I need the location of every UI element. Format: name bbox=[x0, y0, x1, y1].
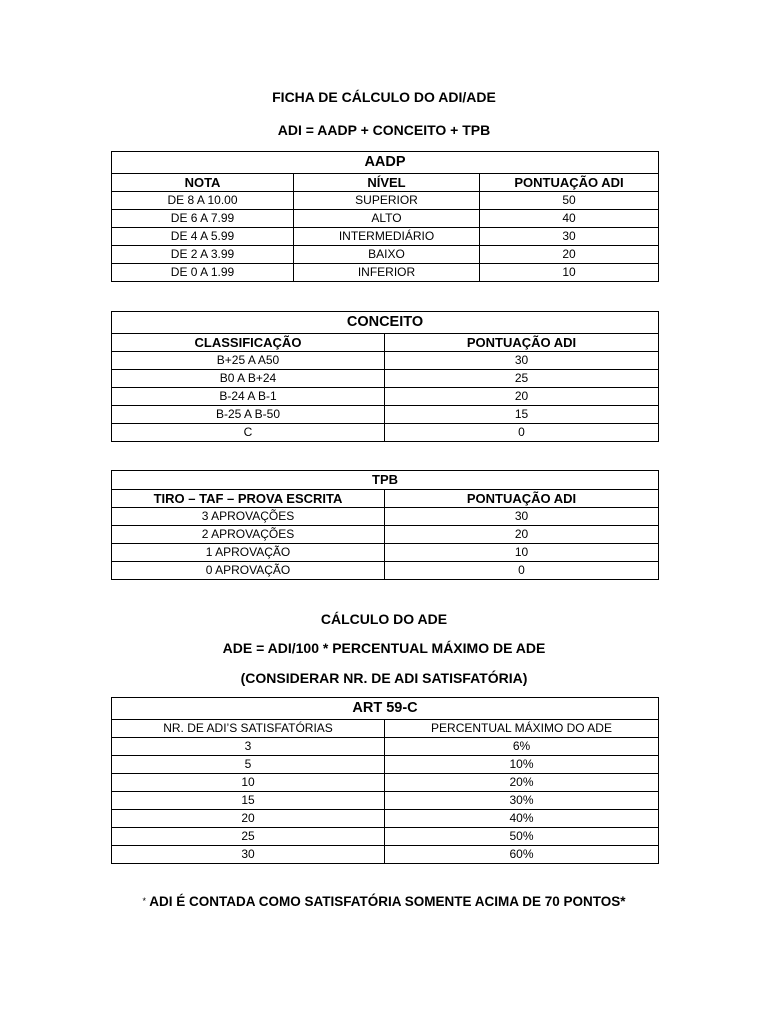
ade-title: CÁLCULO DO ADE bbox=[320, 611, 448, 627]
conceito-cell: 25 bbox=[385, 370, 659, 388]
art59c-cell: 3 bbox=[112, 738, 385, 756]
art59c-cell: 25 bbox=[112, 828, 385, 846]
aadp-cell: BAIXO bbox=[294, 246, 480, 264]
art59c-header-nr: NR. DE ADI’S SATISFATÓRIAS bbox=[112, 720, 385, 738]
aadp-header-nota: NOTA bbox=[112, 174, 294, 192]
conceito-cell: B0 A B+24 bbox=[112, 370, 385, 388]
tpb-cell: 0 bbox=[385, 562, 659, 580]
table-row bbox=[112, 562, 659, 580]
aadp-cell: SUPERIOR bbox=[294, 192, 480, 210]
aadp-title: AADP bbox=[112, 152, 659, 174]
table-row bbox=[112, 792, 659, 810]
conceito-cell: B+25 A A50 bbox=[112, 352, 385, 370]
tpb-cell: 10 bbox=[385, 544, 659, 562]
conceito-cell: 20 bbox=[385, 388, 659, 406]
conceito-header-pontuacao: PONTUAÇÃO ADI bbox=[385, 334, 659, 352]
aadp-cell: DE 0 A 1.99 bbox=[112, 264, 294, 282]
table-row bbox=[112, 210, 659, 228]
aadp-cell: INTERMEDIÁRIO bbox=[294, 228, 480, 246]
art59c-cell: 20 bbox=[112, 810, 385, 828]
conceito-cell: B-25 A B-50 bbox=[112, 406, 385, 424]
tpb-cell: 20 bbox=[385, 526, 659, 544]
table-row bbox=[112, 264, 659, 282]
table-row bbox=[112, 738, 659, 756]
table-row bbox=[112, 828, 659, 846]
footnote-lead: * bbox=[142, 896, 146, 906]
table-row bbox=[112, 846, 659, 864]
conceito-cell: C bbox=[112, 424, 385, 442]
aadp-cell: DE 4 A 5.99 bbox=[112, 228, 294, 246]
footnote-text: ADI É CONTADA COMO SATISFATÓRIA SOMENTE ACIMA DE 70 PONTOS* bbox=[149, 894, 626, 909]
page-title: FICHA DE CÁLCULO DO ADI/ADE bbox=[272, 89, 496, 105]
art59c-cell: 5 bbox=[112, 756, 385, 774]
ade-formula: ADE = ADI/100 * PERCENTUAL MÁXIMO DE ADE bbox=[222, 640, 546, 656]
aadp-cell: 20 bbox=[480, 246, 659, 264]
table-row bbox=[112, 246, 659, 264]
table-row bbox=[112, 756, 659, 774]
footnote bbox=[0, 894, 768, 909]
table-row bbox=[112, 228, 659, 246]
table-row bbox=[112, 424, 659, 442]
aadp-cell: DE 2 A 3.99 bbox=[112, 246, 294, 264]
tpb-table bbox=[111, 470, 659, 580]
conceito-cell: 30 bbox=[385, 352, 659, 370]
ade-note: (CONSIDERAR NR. DE ADI SATISFATÓRIA) bbox=[240, 670, 528, 686]
aadp-cell: DE 8 A 10.00 bbox=[112, 192, 294, 210]
conceito-cell: 15 bbox=[385, 406, 659, 424]
table-row bbox=[112, 508, 659, 526]
conceito-cell: 0 bbox=[385, 424, 659, 442]
art59c-cell: 50% bbox=[385, 828, 659, 846]
tpb-header-provas: TIRO – TAF – PROVA ESCRITA bbox=[112, 490, 385, 508]
aadp-cell: 40 bbox=[480, 210, 659, 228]
art59c-cell: 40% bbox=[385, 810, 659, 828]
tpb-cell: 3 APROVAÇÕES bbox=[112, 508, 385, 526]
aadp-cell: 50 bbox=[480, 192, 659, 210]
conceito-cell: B-24 A B-1 bbox=[112, 388, 385, 406]
table-row bbox=[112, 352, 659, 370]
art59c-title: ART 59-C bbox=[112, 698, 659, 720]
aadp-cell: INFERIOR bbox=[294, 264, 480, 282]
aadp-header-nivel: NÍVEL bbox=[294, 174, 480, 192]
table-row bbox=[112, 370, 659, 388]
aadp-table bbox=[111, 151, 659, 282]
art59c-header-percentual: PERCENTUAL MÁXIMO DO ADE bbox=[385, 720, 659, 738]
conceito-header-classificacao: CLASSIFICAÇÃO bbox=[112, 334, 385, 352]
tpb-cell: 1 APROVAÇÃO bbox=[112, 544, 385, 562]
art59c-cell: 30 bbox=[112, 846, 385, 864]
art59c-table bbox=[111, 697, 659, 864]
table-row bbox=[112, 192, 659, 210]
art59c-cell: 10% bbox=[385, 756, 659, 774]
tpb-cell: 30 bbox=[385, 508, 659, 526]
table-row bbox=[112, 406, 659, 424]
conceito-table bbox=[111, 311, 659, 442]
aadp-cell: 10 bbox=[480, 264, 659, 282]
aadp-cell: 30 bbox=[480, 228, 659, 246]
tpb-header-pontuacao: PONTUAÇÃO ADI bbox=[385, 490, 659, 508]
tpb-cell: 0 APROVAÇÃO bbox=[112, 562, 385, 580]
adi-formula: ADI = AADP + CONCEITO + TPB bbox=[277, 122, 491, 138]
tpb-cell: 2 APROVAÇÕES bbox=[112, 526, 385, 544]
table-row bbox=[112, 544, 659, 562]
art59c-cell: 60% bbox=[385, 846, 659, 864]
aadp-cell: DE 6 A 7.99 bbox=[112, 210, 294, 228]
art59c-cell: 15 bbox=[112, 792, 385, 810]
table-row bbox=[112, 388, 659, 406]
art59c-cell: 30% bbox=[385, 792, 659, 810]
art59c-cell: 20% bbox=[385, 774, 659, 792]
tpb-title: TPB bbox=[112, 471, 659, 490]
table-row bbox=[112, 774, 659, 792]
table-row bbox=[112, 810, 659, 828]
aadp-header-pontuacao: PONTUAÇÃO ADI bbox=[480, 174, 659, 192]
table-row bbox=[112, 526, 659, 544]
aadp-cell: ALTO bbox=[294, 210, 480, 228]
art59c-cell: 6% bbox=[385, 738, 659, 756]
conceito-title: CONCEITO bbox=[112, 312, 659, 334]
art59c-cell: 10 bbox=[112, 774, 385, 792]
